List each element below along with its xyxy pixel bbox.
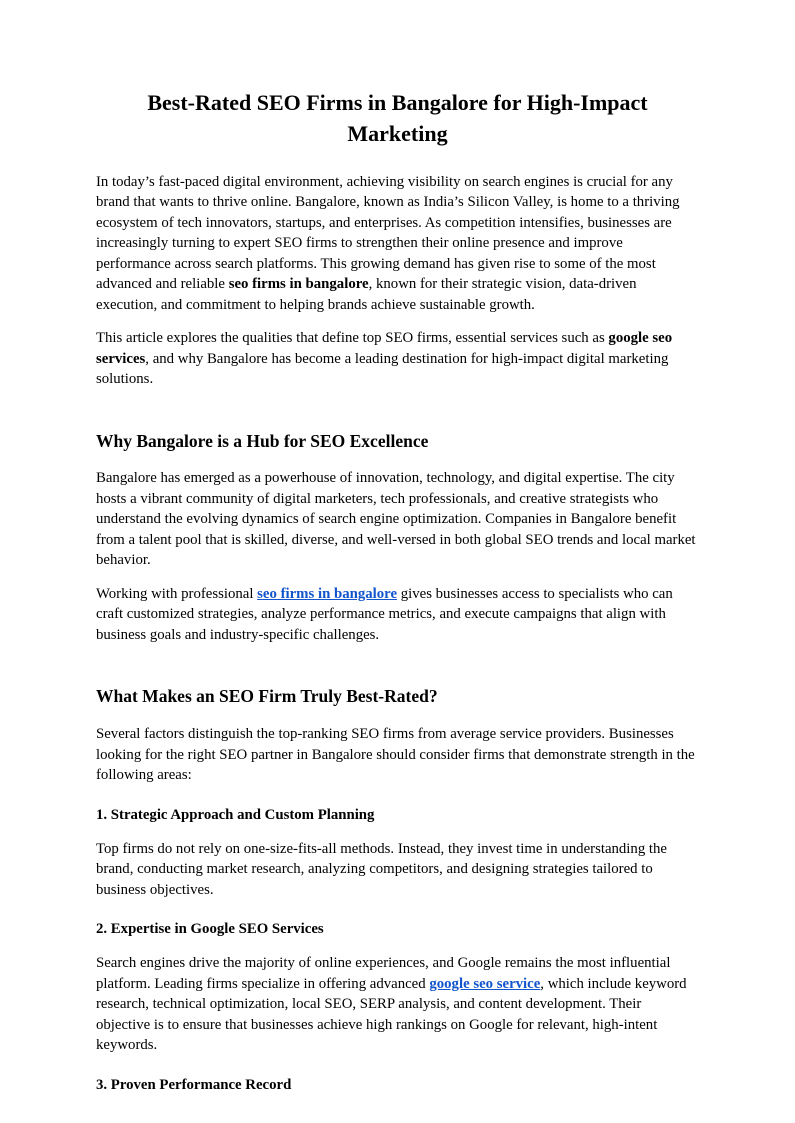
text-run: Why Bangalore is a Hub for SEO Excellence bbox=[96, 430, 429, 451]
section-heading-why-bangalore bbox=[96, 430, 699, 453]
document-title bbox=[96, 88, 699, 150]
text-run: This article explores the qualities that define top SEO firms, essential services such as bbox=[96, 330, 609, 347]
best-rated-intro-paragraph bbox=[96, 724, 699, 786]
subheading-proven-performance bbox=[96, 1076, 699, 1096]
text-run: 3. Proven Performance Record bbox=[96, 1076, 292, 1093]
text-run: , and why Bangalore has become a leading destination for high-impact digital marketing solutions. bbox=[96, 350, 669, 388]
text-run: What Makes an SEO Firm Truly Best-Rated? bbox=[96, 686, 438, 707]
text-run: Top firms do not rely on one-size-fits-all methods. Instead, they invest time in understanding the brand, conducting market research, analyzing competitors, and designing strategies tailored to business objectives. bbox=[96, 840, 667, 898]
text-run: Working with professional bbox=[96, 585, 258, 602]
intro-paragraph-1 bbox=[96, 172, 699, 316]
text-run: Search engines drive the majority of online experiences, and Google remains the most influential platform. Leading firms specialize in offering advanced bbox=[96, 955, 671, 992]
subheading-strategic-approach bbox=[96, 806, 699, 826]
google-seo-paragraph bbox=[96, 953, 699, 1056]
text-run: Several factors distinguish the top-ranking SEO firms from average service providers. Businesses looking for the right SEO partner in Bangalore should consider firms that demonstrate strength in the following areas: bbox=[96, 726, 695, 784]
text-run: gives businesses access to specialists who can craft customized strategies, analyze performance metrics, and execute campaigns that align with business goals and industry-specific challenges. bbox=[96, 585, 673, 643]
text-run: 1. Strategic Approach and Custom Planning bbox=[96, 806, 375, 823]
strategic-approach-paragraph bbox=[96, 839, 699, 901]
intro-paragraph-2 bbox=[96, 328, 699, 390]
text-run: In today’s fast-paced digital environment, achieving visibility on search engines is crucial for any brand that wants to thrive online. Bangalore, known as India’s Silicon Valley, is home to a thriving ecosystem of tech innovators, startups, and enterprises. As competition intensifies, businesses are increasingly turning to expert SEO firms to strengthen their online presence and improve performance across search platforms. This growing demand has given rise to some of the most advanced and reliable bbox=[96, 173, 680, 293]
inline-link[interactable]: google seo service bbox=[429, 975, 541, 992]
inline-link[interactable]: seo firms in bangalore bbox=[257, 585, 398, 602]
text-run: Best-Rated SEO Firms in Bangalore for High-Impact Marketing bbox=[147, 90, 648, 146]
text-run: 2. Expertise in Google SEO Services bbox=[96, 921, 324, 938]
why-bangalore-paragraph-1 bbox=[96, 468, 699, 571]
text-run: , which include keyword research, technical optimization, local SEO, SERP analysis, and content development. Their objective is to ensure that businesses achieve high rankings on Google for relevant, high-intent keywords. bbox=[96, 975, 687, 1054]
document-content bbox=[96, 88, 699, 1096]
section-heading-best-rated bbox=[96, 685, 699, 708]
why-bangalore-paragraph-2 bbox=[96, 584, 699, 646]
text-run: Bangalore has emerged as a powerhouse of innovation, technology, and digital expertise. The city hosts a vibrant community of digital marketers, tech professionals, and creative strategists who understand the evolving dynamics of search engine optimization. Companies in Bangalore benefit from a talent pool that is skilled, diverse, and well-versed in both global SEO trends and local market behavior. bbox=[96, 470, 696, 569]
bold-text-run: google seo services bbox=[96, 330, 673, 367]
bold-text-run: seo firms in bangalore bbox=[228, 276, 369, 293]
subheading-google-seo-expertise bbox=[96, 920, 699, 940]
text-run: , known for their strategic vision, data-driven execution, and commitment to helping brands achieve sustainable growth. bbox=[96, 276, 637, 313]
